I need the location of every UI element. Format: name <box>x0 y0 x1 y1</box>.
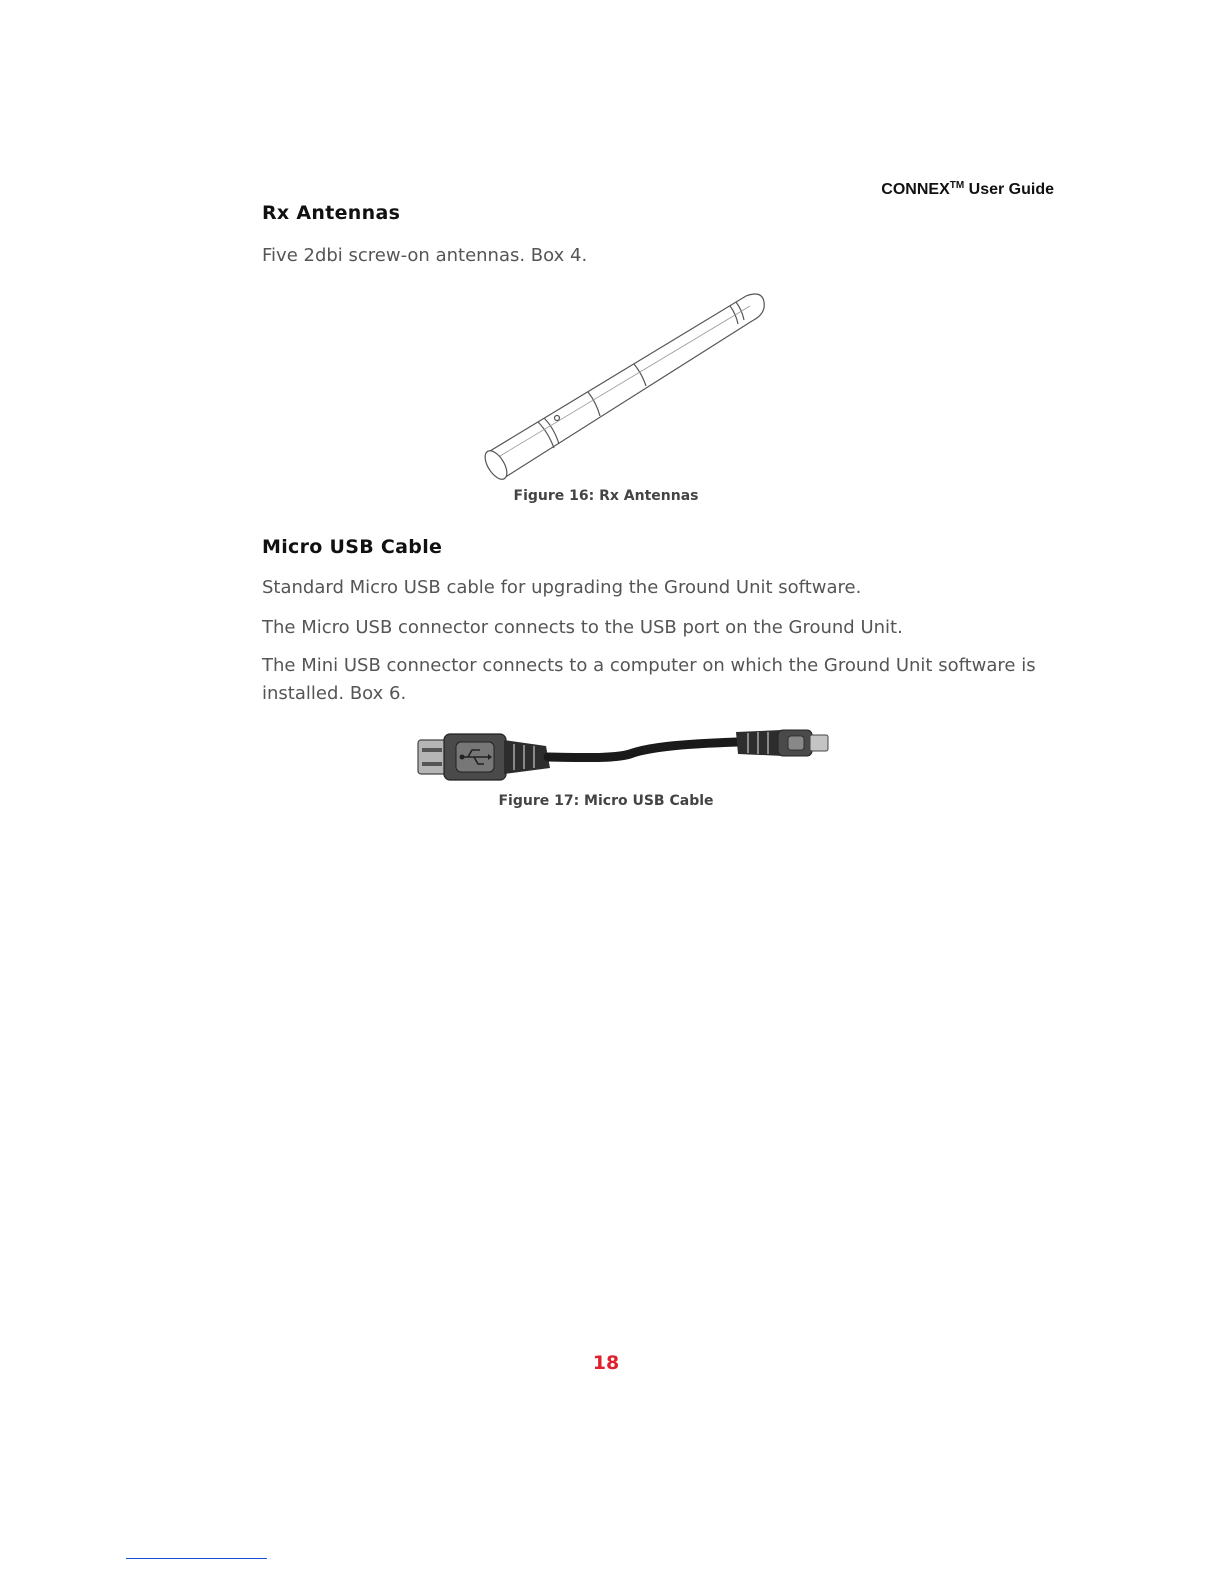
section-heading-micro-usb-cable: Micro USB Cable <box>262 536 443 558</box>
header-trademark: TM <box>949 180 965 191</box>
usb-cable-illustration <box>418 730 828 780</box>
header-suffix: User Guide <box>964 181 1054 198</box>
micro-usb-paragraph-3: The Mini USB connector connects to a computer on which the Ground Unit software is installed. Box 6. <box>262 655 1036 704</box>
footnote-divider <box>126 1558 267 1559</box>
rx-antennas-paragraph: Five 2dbi screw-on antennas. Box 4. <box>262 245 588 266</box>
antenna-illustration <box>481 294 765 483</box>
micro-usb-paragraph-1: Standard Micro USB cable for upgrading the Ground Unit software. <box>262 577 862 598</box>
page-number: 18 <box>592 1352 620 1374</box>
running-header <box>881 180 1054 199</box>
micro-usb-paragraph-2: The Micro USB connector connects to the USB port on the Ground Unit. <box>262 617 903 638</box>
micro-usb-cable-figure <box>416 728 832 784</box>
section-heading-rx-antennas: Rx Antennas <box>262 202 401 224</box>
figure-16-caption: Figure 16: Rx Antennas <box>513 488 699 504</box>
figure-17-caption: Figure 17: Micro USB Cable <box>498 793 714 809</box>
header-product: CONNEX <box>881 181 950 198</box>
rx-antenna-figure <box>478 288 774 484</box>
